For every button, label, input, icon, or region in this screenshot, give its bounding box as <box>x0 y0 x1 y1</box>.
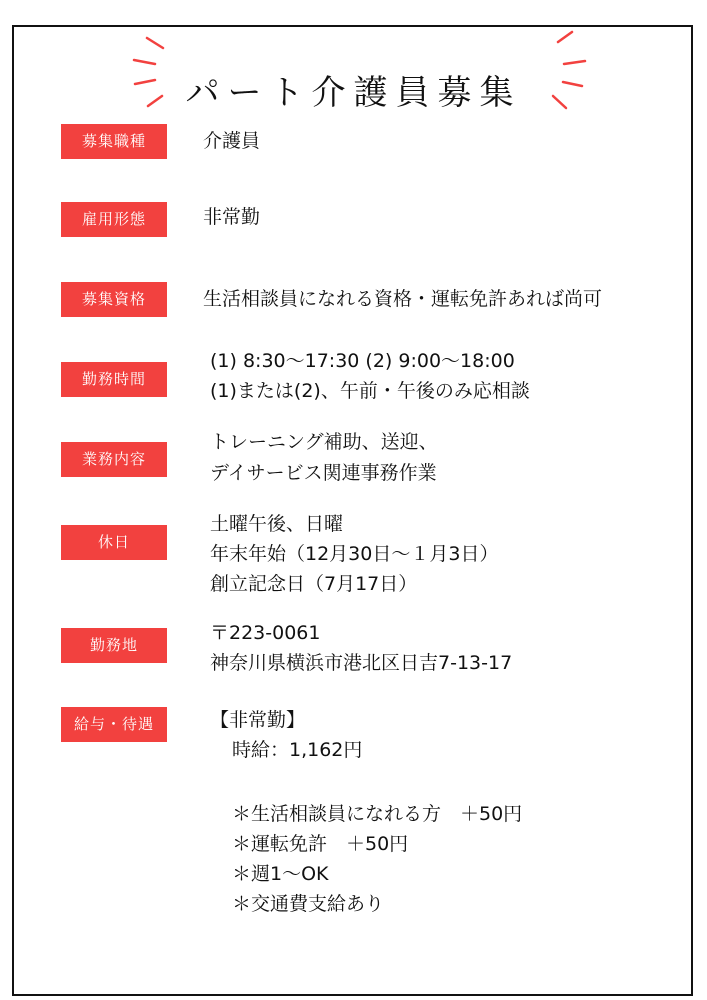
value-holidays-line-3: 創立記念日（7月17日） <box>210 573 418 595</box>
value-address: 神奈川県横浜市港北区日吉7-13-17 <box>210 652 513 674</box>
value-working-hours-line-1: (1) 8:30～17:30 (2) 9:00～18:00 <box>210 350 515 372</box>
label-working-hours: 勤務時間 <box>61 362 167 397</box>
value-salary-heading: 【非常勤】 <box>210 709 306 731</box>
value-job-description-line-1: トレーニング補助、送迎、 <box>210 431 438 453</box>
label-work-location: 勤務地 <box>61 628 167 663</box>
burst-line-left-2 <box>134 60 155 64</box>
burst-line-left-1 <box>147 38 163 48</box>
value-holidays-line-1: 土曜午後、日曜 <box>210 513 344 535</box>
label-holidays: 休日 <box>61 525 167 560</box>
value-hourly-wage: 時給：1,162円 <box>232 739 363 761</box>
burst-line-right-2 <box>564 61 585 64</box>
value-postal-code: 〒223-0061 <box>210 622 321 644</box>
label-job-type: 募集職種 <box>61 124 167 159</box>
value-working-hours-line-2: (1)または(2)、午前・午後のみ応相談 <box>210 380 530 402</box>
value-allowance-counselor: ＊生活相談員になれる方 ＋50円 <box>232 803 523 825</box>
label-employment-type: 雇用形態 <box>61 202 167 237</box>
value-employment-type: 非常勤 <box>203 206 261 228</box>
label-salary-benefits: 給与・待遇 <box>61 707 167 742</box>
value-job-description-line-2: デイサービス関連事務作業 <box>210 462 437 484</box>
value-job-type: 介護員 <box>203 130 261 152</box>
value-transport-note: ＊交通費支給あり <box>232 893 385 915</box>
value-allowance-license: ＊運転免許 ＋50円 <box>232 833 409 855</box>
label-job-description: 業務内容 <box>61 442 167 477</box>
burst-line-right-1 <box>558 32 572 42</box>
value-qualifications: 生活相談員になれる資格・運転免許あれば尚可 <box>203 288 603 310</box>
value-holidays-line-2: 年末年始（12月30日～１月3日） <box>210 543 499 565</box>
value-schedule-note: ＊週1～OK <box>232 863 329 885</box>
page-title: パート介護員募集 <box>185 72 522 113</box>
label-qualifications: 募集資格 <box>61 282 167 317</box>
